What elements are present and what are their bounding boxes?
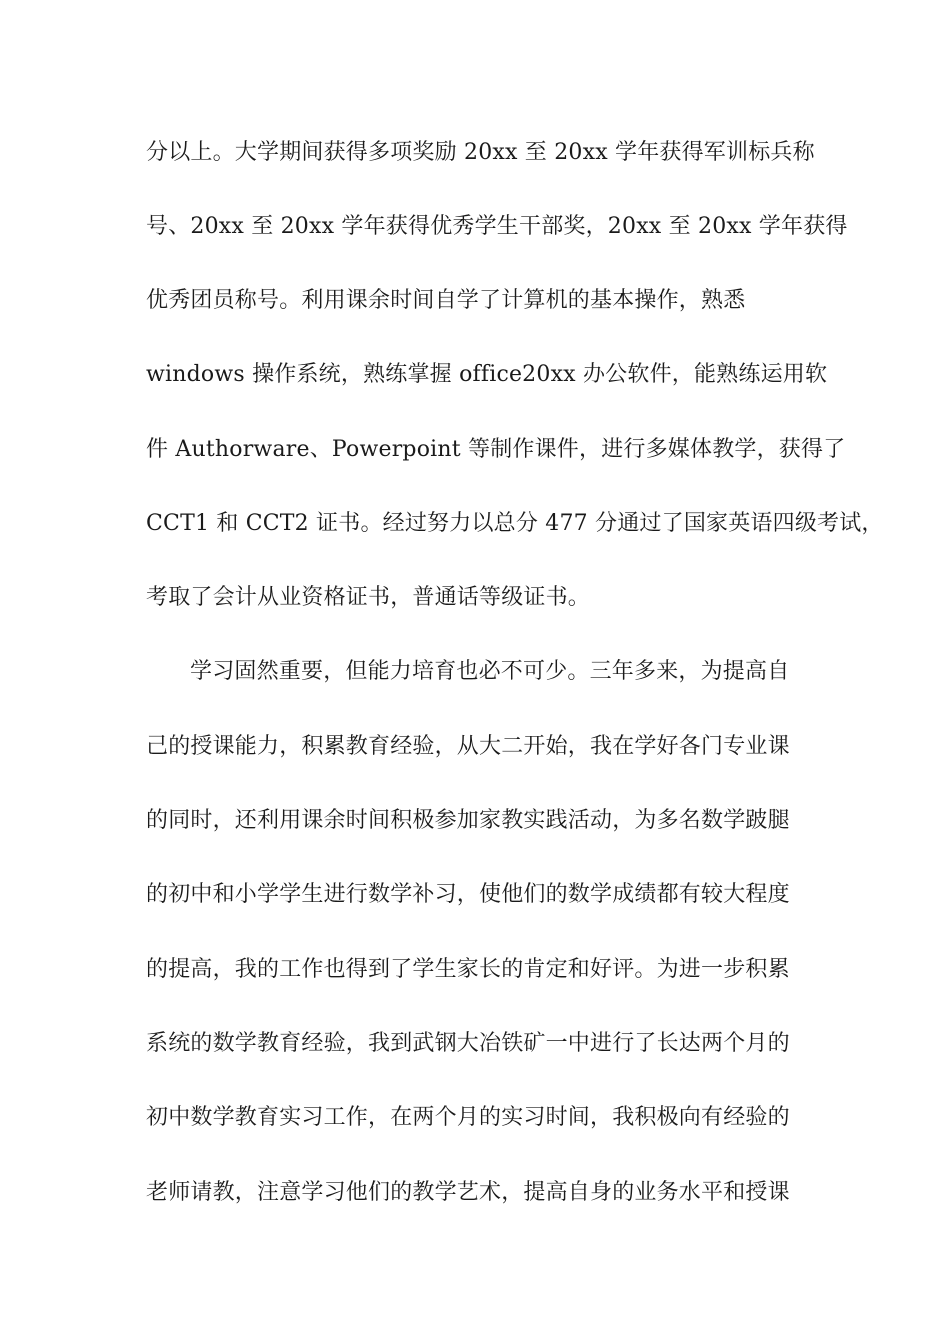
text-line-9: 己的授课能力，积累教育经验，从大二开始，我在学好各门专业课 (146, 734, 790, 759)
text-line-2: 号、20xx 至 20xx 学年获得优秀学生干部奖，20xx 至 20xx 学年获得 (146, 214, 848, 239)
text-line-6: CCT1 和 CCT2 证书。经过努力以总分 477 分通过了国家英语四级考试， (146, 511, 884, 536)
text-line-10: 的同时，还利用课余时间积极参加家教实践活动，为多名数学跛腿 (146, 808, 790, 833)
text-line-15: 老师请教，注意学习他们的教学艺术，提高自身的业务水平和授课 (146, 1180, 790, 1205)
text-line-5: 件 Authorware、Powerpoint 等制作课件，进行多媒体教学，获得了 (146, 437, 846, 462)
text-line-4: windows 操作系统，熟练掌握 office20xx 办公软件，能熟练运用软 (146, 362, 828, 387)
text-line-12: 的提高，我的工作也得到了学生家长的肯定和好评。为进一步积累 (146, 957, 790, 982)
paragraph-start-line: 学习固然重要，但能力培育也必不可少。三年多来，为提高自 (190, 659, 790, 684)
text-line-13: 系统的数学教育经验，我到武钢大冶铁矿一中进行了长达两个月的 (146, 1031, 790, 1056)
text-line-14: 初中数学教育实习工作，在两个月的实习时间，我积极向有经验的 (146, 1105, 790, 1130)
text-line-1: 分以上。大学期间获得多项奖励 20xx 至 20xx 学年获得军训标兵称 (146, 140, 815, 165)
text-line-7: 考取了会计从业资格证书，普通话等级证书。 (146, 585, 591, 610)
text-line-11: 的初中和小学学生进行数学补习，使他们的数学成绩都有较大程度 (146, 882, 790, 907)
text-line-3: 优秀团员称号。利用课余时间自学了计算机的基本操作，熟悉 (146, 288, 746, 313)
